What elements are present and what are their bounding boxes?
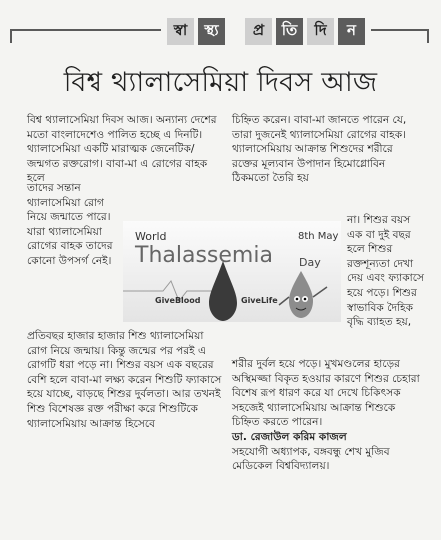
banner-letter-6: ন (338, 18, 365, 45)
column-1-top-text (27, 113, 222, 186)
paragraph: তাদের সন্তান থ্যালাসেমিয়া রোগ নিয়ে জন্মাতে পারে। যারা থ্যালাসেমিয়া রোগের বাহক তাদের কোনো উপসর্গ নেই। (27, 182, 113, 267)
paragraph: বিশ্ব থ্যালাসেমিয়া দিবস আজ। অন্যান্য দেশের মতো বাংলাদেশেও পালিত হচ্ছে এ দিনটি। থ্যালাসেমিয়া একটি মারাত্মক জেনেটিক/ জন্মগত রক্তরোগ। বাবা-মা এ রোগের বাহক হলে (27, 114, 217, 185)
banner-letter-4: তি (276, 18, 303, 45)
article-headline: বিশ্ব থ্যালাসেমিয়া দিবস আজ (63, 67, 378, 98)
column-1-bottom-text (27, 329, 222, 431)
paragraph: না। শিশুর বয়স এক বা দুই বছর হলে শিশুর রক্তশূন্যতা দেখা দেয় এবং ফ্যাকাসে হয়ে পড়ে। শিশুর স্বাভাবিক দৈহিক বৃদ্ধি ব্যাহত হয়, (347, 214, 424, 329)
column-2-bottom-text (232, 357, 422, 474)
column-2-narrow-text (347, 213, 427, 330)
poster-date: 8th May (298, 231, 339, 242)
banner-letter-1: স্বা (167, 18, 194, 45)
paragraph: শরীর দুর্বল হয়ে পড়ে। মুখমণ্ডলের হাড়ের অস্থিমজ্জা বিকৃত হওয়ার কারণে শিশুর চেহারা বিশেষ রূপ ধারণ করে যা দেখে চিকিৎসক সহজেই থ্যালাসেমিয়ায় আক্রান্ত শিশুকে চিহ্নিত করতে পারেন। (232, 358, 420, 429)
section-banner (161, 18, 371, 45)
poster-day: Day (299, 256, 321, 269)
poster-thalassemia: Thalassemia (135, 243, 273, 268)
paragraph: চিহ্নিত করেন। বাবা-মা জানতে পারেন যে, তারা দুজনেই থ্যালাসেমিয়া রোগের বাহক। থ্যালাসেমিয়ায় আক্রান্ত শিশুদের শরীরে রক্তের মূল্যবান উপাদান হিমোগ্লোবিন ঠিকমতো তৈরি হয় (232, 114, 407, 185)
banner-letter-5: দি (307, 18, 334, 45)
poster-world: World (135, 230, 167, 243)
banner-letter-2: স্থ্য (198, 18, 225, 45)
author-name: ডা. রেজাউল করিম কাজল (232, 430, 347, 443)
paragraph: প্রতিবছর হাজার হাজার শিশু থ্যালাসেমিয়া রোগ নিয়ে জন্মায়। কিন্তু জন্মের পর পরই এ রোগটি ধরা পড়ে না। শিশুর বয়স এক বছরের বেশি হলে বাবা-মা লক্ষ্য করেন শিশুটি ফ্যাকাসে হয়ে যাচ্ছে, বাড়ছে শিশুর দুর্বলতা। আর তখনই শিশু বিশেষজ্ঞ রক্ত পরীক্ষা করে শিশুটিকে থ্যালাসেমিয়ায় আক্রান্ত হিসেবে (27, 330, 222, 430)
blood-drop-icon (209, 261, 237, 321)
thalassemia-day-image (123, 221, 341, 322)
column-2-top-text (232, 113, 422, 186)
poster-give-blood: GiveBlood (155, 296, 201, 305)
poster-give-life: GiveLife (241, 296, 278, 305)
author-title: সহযোগী অধ্যাপক, বঙ্গবন্ধু শেখ মুজিব মেডিকেল বিশ্ববিদ্যালয়। (232, 445, 390, 473)
column-1-narrow-text (27, 181, 113, 269)
frame-corner-right (427, 29, 429, 43)
frame-corner-left (10, 29, 12, 43)
banner-letter-3: প্র (245, 18, 272, 45)
mascot-icon (279, 271, 327, 318)
